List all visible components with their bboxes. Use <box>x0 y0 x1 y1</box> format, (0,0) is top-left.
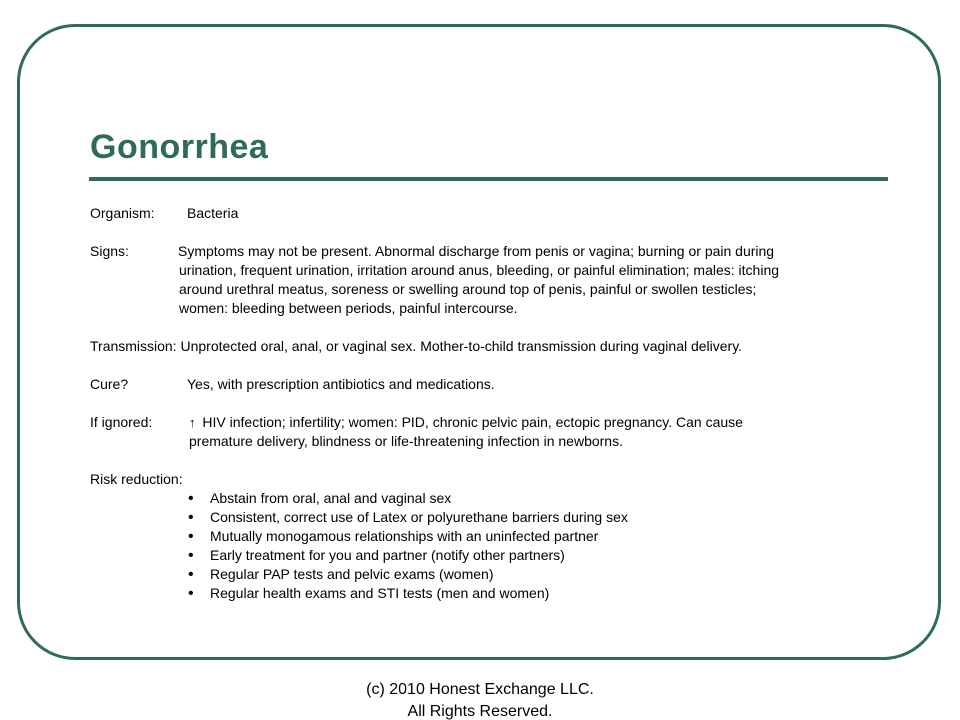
copyright-footer <box>0 679 960 720</box>
slide-title: Gonorrhea <box>90 128 269 166</box>
bullet-icon: • <box>188 566 194 583</box>
cure-value: Yes, with prescription antibiotics and medications. <box>187 376 495 392</box>
organism-value: Bacteria <box>187 205 239 221</box>
list-item <box>186 546 880 565</box>
list-item-text: Consistent, correct use of Latex or polyurethane barriers during sex <box>210 509 628 525</box>
organism-row <box>90 204 880 223</box>
signs-line: around urethral meatus, soreness or swelling around top of penis, painful or swollen testicles; <box>179 281 757 297</box>
if-ignored-text: HIV infection; infertility; women: PID, chronic pelvic pain, ectopic pregnancy. Can cause <box>202 414 743 430</box>
list-item <box>186 489 880 508</box>
copyright-line: (c) 2010 Honest Exchange LLC. <box>366 681 594 698</box>
list-item <box>186 565 880 584</box>
risk-reduction-list <box>90 489 880 603</box>
rights-line: All Rights Reserved. <box>407 703 553 720</box>
signs-row <box>90 242 880 318</box>
if-ignored-label: If ignored: <box>90 414 153 430</box>
bullet-icon: • <box>188 509 194 526</box>
if-ignored-line: premature delivery, blindness or life-threatening infection in newborns. <box>189 433 623 449</box>
organism-label: Organism: <box>90 205 155 221</box>
signs-line: urination, frequent urination, irritation around anus, bleeding, or painful elimination; males: itching <box>179 262 780 278</box>
signs-value <box>179 242 880 318</box>
transmission-text: Transmission: Unprotected oral, anal, or vaginal sex. Mother-to-child transmission during vaginal delivery. <box>90 338 743 354</box>
bullet-icon: • <box>188 547 194 564</box>
list-item-text: Early treatment for you and partner (notify other partners) <box>210 547 565 563</box>
if-ignored-row <box>90 413 880 451</box>
risk-reduction-section <box>90 470 880 603</box>
if-ignored-value <box>189 413 880 451</box>
list-item-text: Mutually monogamous relationships with an uninfected partner <box>210 528 599 544</box>
list-item <box>186 508 880 527</box>
list-item <box>186 527 880 546</box>
arrow-up-icon: ↑ <box>189 415 196 430</box>
transmission-row <box>90 337 880 356</box>
signs-line: women: bleeding between periods, painful intercourse. <box>179 300 518 316</box>
cure-row <box>90 375 880 394</box>
signs-line: Symptoms may not be present. Abnormal discharge from penis or vagina; burning or pain during <box>178 243 775 259</box>
list-item-text: Regular health exams and STI tests (men and women) <box>210 585 550 601</box>
cure-label: Cure? <box>90 376 129 392</box>
title-underline <box>89 177 888 181</box>
risk-reduction-label: Risk reduction: <box>90 471 183 487</box>
list-item-text: Abstain from oral, anal and vaginal sex <box>210 490 452 506</box>
if-ignored-line <box>189 413 880 432</box>
list-item-text: Regular PAP tests and pelvic exams (women) <box>210 566 494 582</box>
bullet-icon: • <box>188 528 194 545</box>
bullet-icon: • <box>188 490 194 507</box>
list-item <box>186 584 880 603</box>
signs-label: Signs: <box>90 243 129 259</box>
bullet-icon: • <box>188 585 194 602</box>
slide-content <box>90 204 880 622</box>
